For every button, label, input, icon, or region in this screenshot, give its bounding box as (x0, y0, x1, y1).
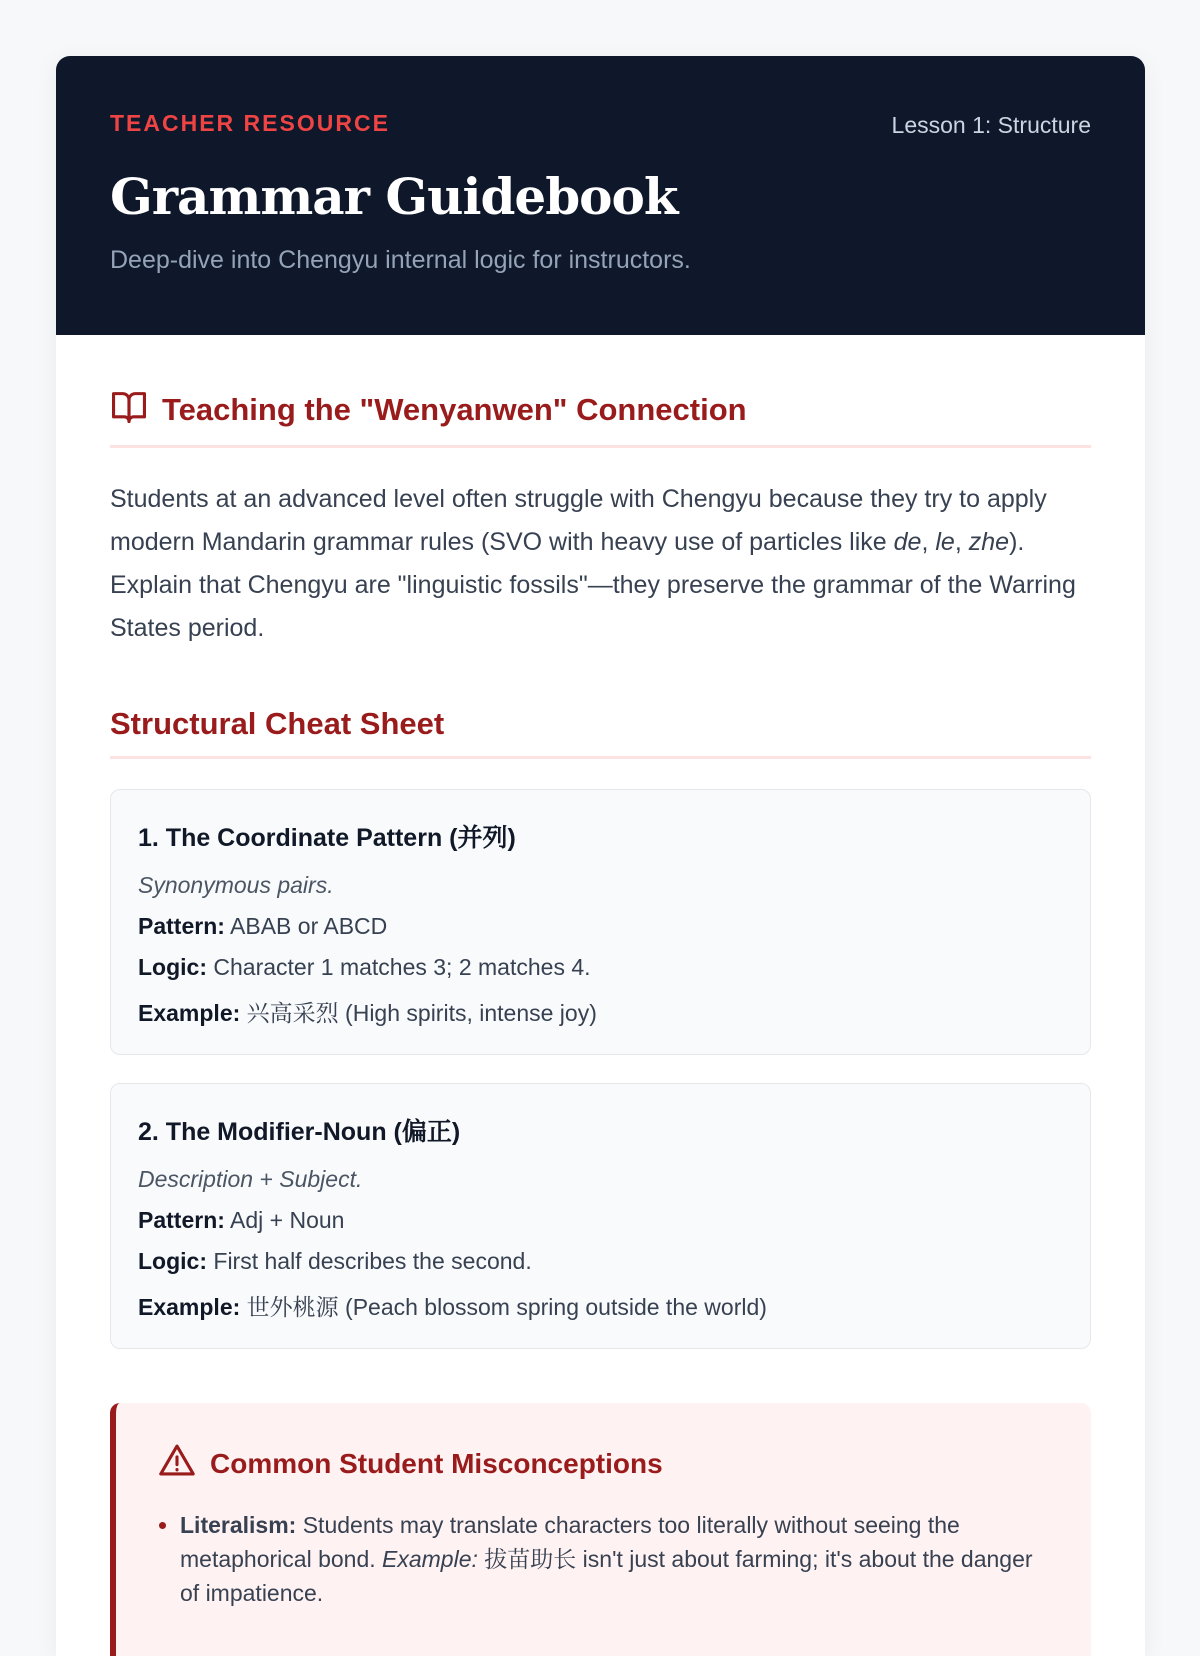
particle-zhe: zhe (968, 528, 1010, 556)
list-item (180, 1508, 1051, 1610)
item-example-label: Example: (382, 1546, 478, 1572)
page-title: Grammar Guidebook (110, 167, 678, 226)
pattern-value: ABAB or ABCD (224, 913, 388, 939)
section-heading-cheat-sheet: Structural Cheat Sheet (110, 706, 1091, 759)
intro-text-b: ). Explain that Chengyu are "linguistic fossils"—they preserve the grammar of the Warring States period. (110, 528, 1076, 642)
example-label: Example: (138, 1294, 241, 1320)
logic-label: Logic: (138, 1248, 207, 1274)
section-heading-wenyanwen (110, 389, 1091, 448)
item-example-text: 拔苗助长 isn't just about farming; it's about the danger of impatience. (180, 1546, 1033, 1606)
particle-de: de (893, 528, 922, 556)
pattern-line (138, 913, 1063, 940)
misconceptions-callout (110, 1403, 1091, 1656)
pattern-label: Pattern: (138, 913, 225, 939)
pattern-card-title: 1. The Coordinate Pattern (并列) (138, 824, 516, 852)
misconceptions-list (158, 1508, 1051, 1610)
logic-label: Logic: (138, 954, 207, 980)
logic-line (138, 1248, 1063, 1275)
lesson-label: Lesson 1: Structure (891, 112, 1091, 138)
pattern-label: Pattern: (138, 1207, 225, 1233)
logic-value: First half describes the second. (207, 1248, 532, 1274)
pattern-card-modifier-noun (110, 1083, 1091, 1349)
item-text: Students may translate characters too literally without seeing the metaphorical bond. (180, 1512, 960, 1572)
particle-le: le (935, 528, 955, 556)
example-line (138, 1289, 1063, 1322)
pattern-card-coordinate (110, 789, 1091, 1055)
misconceptions-heading-text: Common Student Misconceptions (210, 1447, 663, 1479)
example-label: Example: (138, 1000, 241, 1026)
misconceptions-heading (158, 1443, 1051, 1484)
logic-value: Character 1 matches 3; 2 matches 4. (207, 954, 591, 980)
warning-triangle-icon (158, 1443, 196, 1484)
item-label: Literalism: (180, 1512, 297, 1538)
pattern-value: Adj + Noun (224, 1207, 345, 1233)
example-value: 兴高采烈 (High spirits, intense joy) (240, 1000, 597, 1026)
page-subtitle: Deep-dive into Chengyu internal logic for instructors. (110, 246, 691, 274)
guidebook-card (56, 56, 1145, 1656)
separator: , (921, 528, 936, 556)
logic-line (138, 954, 1063, 981)
intro-paragraph (110, 478, 1091, 650)
pattern-card-title: 2. The Modifier-Noun (偏正) (138, 1118, 461, 1146)
pattern-line (138, 1207, 1063, 1234)
intro-text-a: Students at an advanced level often struggle with Chengyu because they try to apply modern Mandarin grammar rules (SVO with heavy use of particles like (110, 485, 1047, 556)
main-content (56, 335, 1145, 1656)
header-banner (56, 56, 1145, 335)
eyebrow-label: TEACHER RESOURCE (110, 110, 390, 136)
pattern-card-description: Description + Subject. (138, 1166, 363, 1192)
example-line (138, 995, 1063, 1028)
example-value: 世外桃源 (Peach blossom spring outside the world) (240, 1294, 767, 1320)
separator: , (954, 528, 969, 556)
section-heading-text: Teaching the "Wenyanwen" Connection (162, 392, 747, 427)
pattern-card-description: Synonymous pairs. (138, 872, 334, 898)
book-open-icon (110, 389, 148, 431)
